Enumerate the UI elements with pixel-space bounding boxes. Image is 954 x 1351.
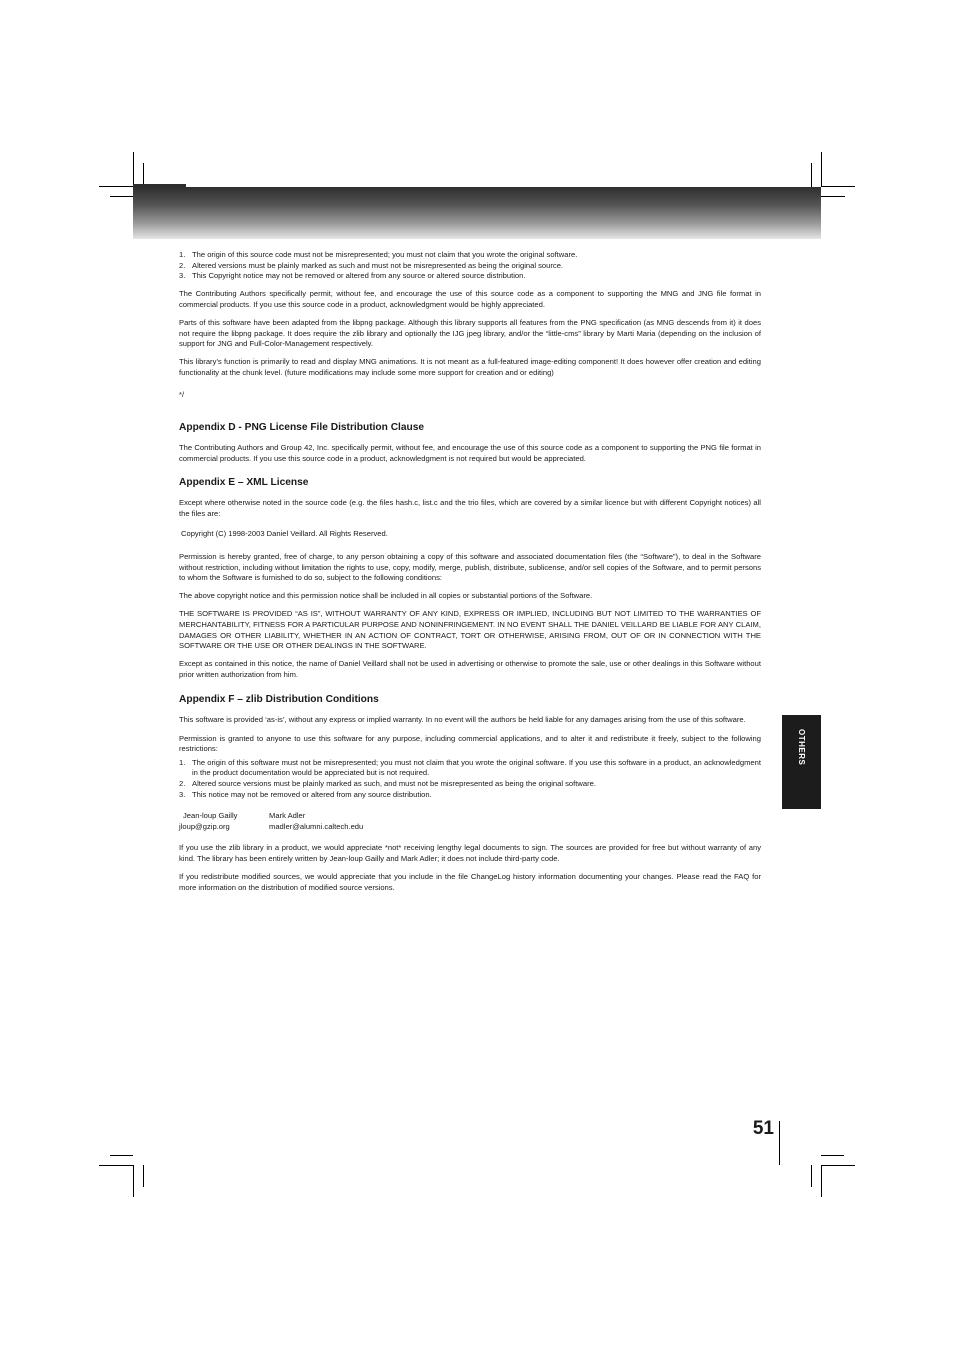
appendix-d-heading: Appendix D - PNG License File Distribution Clause (179, 422, 425, 434)
paragraph: The above copyright notice and this permission notice shall be included in all copies or substantial portions of the Software. (179, 591, 593, 601)
contact-name: Jean-loup Gailly (183, 811, 238, 821)
list-item: 3. This notice may not be removed or altered from any source distribution. (179, 789, 432, 799)
crop-mark (99, 1165, 133, 1166)
contact-email: madler@alumni.caltech.edu (269, 821, 364, 831)
crop-mark (143, 1165, 144, 1187)
crop-mark (821, 1165, 855, 1166)
crop-mark (821, 186, 855, 187)
paragraph: This library’s function is primarily to read and display MNG animations. It is not meant as a full-featured image-editing component! It does however offer creation and editing functionality at the chunk level. (future modifications may include some more support for creation and or editing) (179, 357, 761, 377)
crop-mark (99, 186, 133, 187)
section-tab-label: OTHERS (797, 729, 806, 766)
intro-list (179, 250, 761, 282)
paragraph: This software is provided ‘as-is’, without any express or implied warranty. In no event will the authors be held liable for any damages arising from the use of this software. (179, 715, 746, 725)
paragraph: The Contributing Authors specifically permit, without fee, and encourage the use of this source code as a component to supporting the MNG and JNG file format in commercial products. If you use this source code in a product, acknowledgment would be highly appreciated. (179, 289, 761, 309)
paragraph: Parts of this software have been adapted from the libpng package. Although this library supports all features from the PNG specification (as MNG descends from it) it does not require the libpng package. It does require the zlib library and optionally the IJG jpeg library, and/or the “little-cms” library by Marti Maria (depending on the inclusion of support for JNG and Full-Color-Management respectively. (179, 317, 761, 349)
crop-mark (811, 1165, 812, 1187)
comment-end: */ (179, 390, 185, 400)
section-tab (782, 715, 821, 809)
list-item: 1. The origin of this software must not be misrepresented; you must not claim that you wrote the original software. If you use this software in a product, an acknowledgment in the product documentation would be appreciated but is not required. (179, 757, 761, 778)
paragraph: Except where otherwise noted in the source code (e.g. the files hash.c, list.c and the trio files, which are covered by a similar licence but with different Copyright notices) all the files are: (179, 498, 761, 518)
paragraph: Permission is granted to anyone to use this software for any purpose, including commercial applications, and to alter it and redistribute it freely, subject to the following restrictions: (179, 733, 761, 754)
crop-mark (133, 1165, 134, 1197)
page-number-rule (779, 1121, 780, 1165)
author-contacts (179, 811, 761, 832)
list-item: 2. Altered versions must be plainly marked as such and must not be misrepresented as being the original source. (179, 260, 564, 270)
paragraph: If you use the zlib library in a product, we would appreciate *not* receiving lengthy legal documents to sign. The sources are provided for free but without warranty of any kind. The library has been entirely written by Jean-loup Gailly and Mark Adler; it does not include third-party code. (179, 843, 761, 863)
paragraph: THE SOFTWARE IS PROVIDED “AS IS”, WITHOUT WARRANTY OF ANY KIND, EXPRESS OR IMPLIED, INCLUDING BUT NOT LIMITED TO THE WARRANTIES OF MERCHANTABILITY, FITNESS FOR A PARTICULAR PURPOSE AND NONINFRINGEMENT. IN NO EVENT SHALL THE DANIEL VEILLARD BE LIABLE FOR ANY CLAIM, DAMAGES OR OTHER LIABILITY, WHETHER IN AN ACTION OF CONTRACT, TORT OR OTHERWISE, ARISING FROM, OUT OF OR IN CONNECTION WITH THE SOFTWARE OR THE USE OR OTHER DEALINGS IN THE SOFTWARE. (179, 609, 761, 651)
contact-email: jloup@gzip.org (179, 821, 230, 831)
appendix-f-heading: Appendix F – zlib Distribution Conditions (179, 694, 379, 706)
crop-mark (133, 152, 134, 186)
contact-name: Mark Adler (269, 811, 306, 821)
page-content (179, 250, 761, 901)
paragraph: If you redistribute modified sources, we would appreciate that you include in the file ChangeLog history information documenting your changes. Please read the FAQ for more information on the distribution of modified source versions. (179, 871, 761, 892)
list-item: 2. Altered source versions must be plainly marked as such, and must not be misrepresented as being the original software. (179, 778, 596, 788)
list-item: 3. This Copyright notice may not be removed or altered from any source or altered source distribution. (179, 271, 526, 281)
header-band (133, 187, 821, 239)
list-item: 1. The origin of this source code must not be misrepresented; you must not claim that you wrote the original software. (179, 250, 578, 259)
crop-mark (821, 1155, 844, 1156)
copyright-line: Copyright (C) 1998-2003 Daniel Veillard. All Rights Reserved. (181, 529, 388, 539)
crop-mark (821, 152, 822, 186)
crop-mark (110, 1155, 133, 1156)
appendix-e-heading: Appendix E – XML License (179, 477, 309, 489)
restrictions-list (179, 758, 761, 800)
paragraph: The Contributing Authors and Group 42, Inc. specifically permit, without fee, and encourage the use of this source code as a component to supporting the PNG file format in commercial products. If you use this source code in a product, acknowledgment is not required but would be appreciated. (179, 443, 761, 463)
crop-mark (821, 1165, 822, 1197)
paragraph: Permission is hereby granted, free of charge, to any person obtaining a copy of this software and associated documentation files (the “Software”), to deal in the Software without restriction, including without limitation the rights to use, copy, modify, merge, publish, distribute, sublicense, and/or sell copies of the Software, and to permit persons to whom the Software is furnished to do so, subject to the following conditions: (179, 552, 761, 583)
page-number: 51 (752, 1118, 774, 1139)
paragraph: Except as contained in this notice, the name of Daniel Veillard shall not be used in advertising or otherwise to promote the sale, use or other dealings in this Software without prior written authorization from him. (179, 659, 761, 679)
